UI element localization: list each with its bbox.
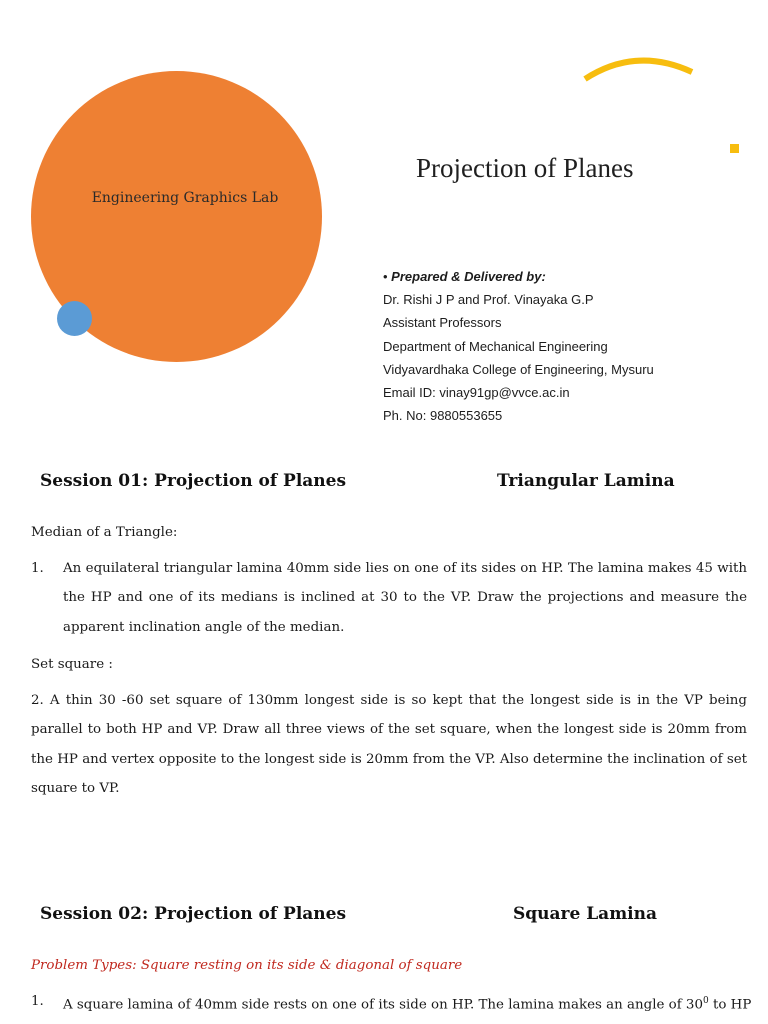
- session2-problem-1: [31, 987, 752, 1020]
- problem-text: [63, 987, 752, 1020]
- session2-title: Session 02: Projection of Planes: [40, 904, 347, 924]
- prepared-by-label: Prepared & Delivered by:: [391, 269, 546, 284]
- presenter-names: Dr. Rishi J P and Prof. Vinayaka G.P: [383, 292, 594, 308]
- problem-types-note: Problem Types: Square resting on its side & diagonal of square: [31, 958, 463, 973]
- problem-number: 1.: [31, 561, 44, 576]
- session1-topic: Triangular Lamina: [497, 471, 675, 491]
- session1-problem-2: [31, 686, 747, 803]
- problem-text: An equilateral triangular lamina 40mm side lies on one of its sides on HP. The lamina makes 45 with the HP and one of its medians is inclined at 30 to the VP. Draw the projections and measure the apparent inclination angle of the median.: [63, 561, 747, 635]
- yellow-square-decoration: [730, 144, 739, 153]
- presenter-college: Vidyavardhaka College of Engineering, Mysuru: [383, 361, 654, 377]
- presenter-block: [383, 265, 654, 427]
- presenter-department: Department of Mechanical Engineering: [383, 338, 608, 354]
- problem-text: 2. A thin 30 -60 set square of 130mm longest side is so kept that the longest side is in the VP being parallel to both HP and VP. Draw all three views of the set square, when the longest side is 20mm from the HP and vertex opposite to the longest side is 20mm from the VP. Also determine the inclination of set square to VP.: [31, 693, 747, 796]
- lab-name: Engineering Graphics Lab: [91, 190, 279, 206]
- session1-title: Session 01: Projection of Planes: [40, 471, 347, 491]
- blue-circle-decoration: [57, 301, 92, 336]
- prepared-by-heading: • Prepared & Delivered by:: [383, 269, 546, 284]
- set-square-heading: Set square :: [31, 657, 113, 672]
- problem-text-part: A square lamina of 40mm side rests on one of its side on HP. The lamina makes an angle of 30: [63, 997, 703, 1013]
- yellow-arc-decoration: [578, 50, 700, 86]
- presenter-phone: Ph. No: 9880553655: [383, 408, 503, 424]
- median-heading: Median of a Triangle:: [31, 525, 178, 540]
- presenter-email: Email ID: vinay91gp@vvce.ac.in: [383, 385, 570, 401]
- degree-superscript: 0: [702, 996, 709, 1006]
- presenter-designation: Assistant Professors: [383, 315, 502, 331]
- page-title: Projection of Planes: [416, 153, 634, 183]
- session1-problem-1: [31, 554, 747, 642]
- problem-number: 1.: [31, 994, 44, 1009]
- session2-topic: Square Lamina: [513, 904, 658, 924]
- problem-text-part: to HP: [708, 997, 752, 1013]
